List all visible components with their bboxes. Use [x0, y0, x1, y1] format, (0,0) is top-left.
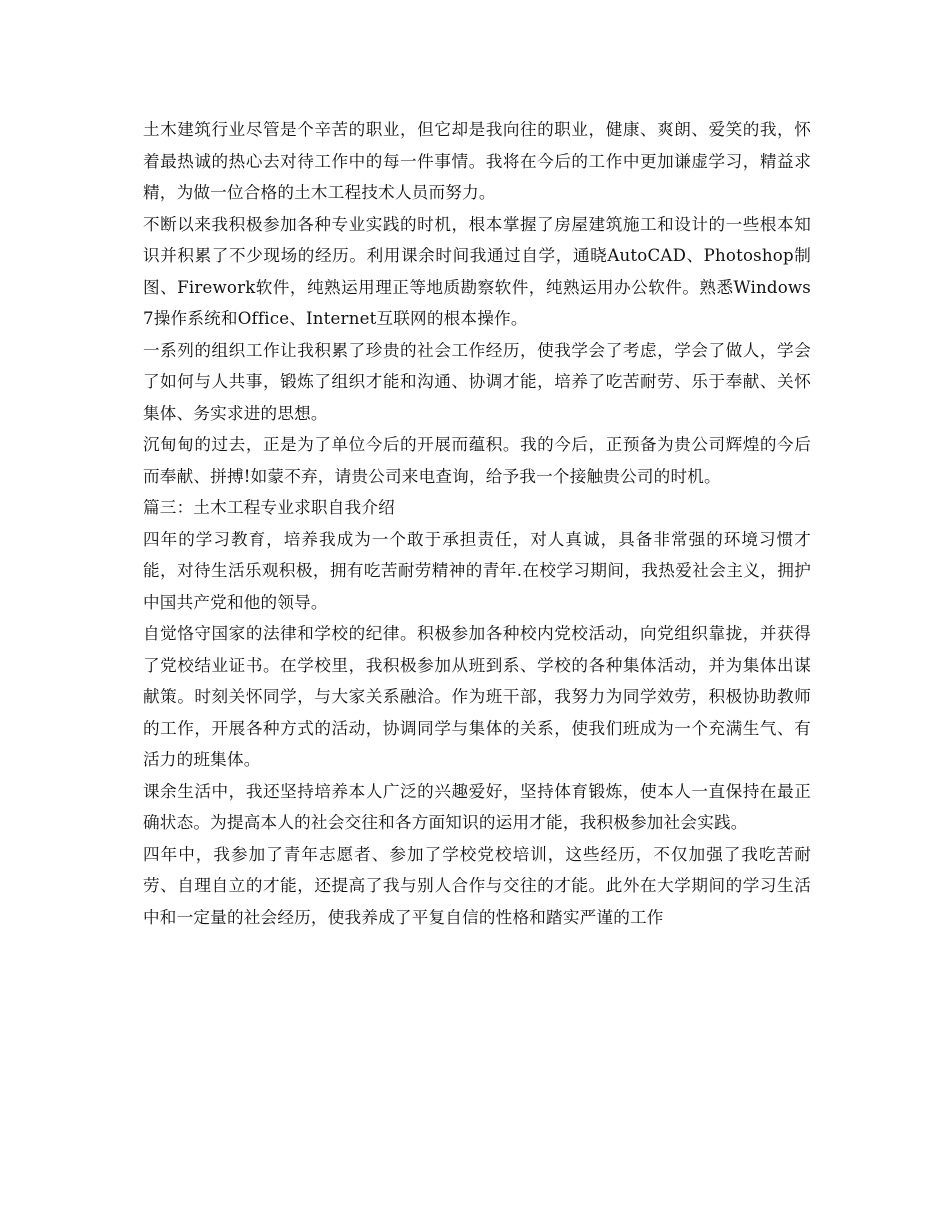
paragraph-volunteer-experience: 四年中，我参加了青年志愿者、参加了学校党校培训，这些经历，不仅加强了我吃苦耐劳、自理自立的才能，还提高了我与别人合作与交往的才能。此外在大学期间的学习生活中和一定量的社会经历，使我养成了平复自信的性格和踏实严谨的工作	[143, 844, 811, 927]
paragraph-education: 四年的学习教育，培养我成为一个敢于承担责任，对人真诚，具备非常强的环境习惯才能，对待生活乐观积极，拥有吃苦耐劳精神的青年.在校学习期间，我热爱社会主义，拥护中国共产党和他的领导。	[143, 529, 811, 612]
paragraph-professional-practice: 不断以来我积极参加各种专业实践的时机，根本掌握了房屋建筑施工和设计的一些根本知识并积累了不少现场的经历。利用课余时间我通过自学，通晓AutoCAD、Photoshop制图、Firework软件，纯熟运用理正等地质勘察软件，纯熟运用办公软件。熟悉Windows7操作系统和Office、Internet互联网的根本操作。	[143, 214, 811, 328]
paragraph-career-aspiration: 土木建筑行业尽管是个辛苦的职业，但它却是我向往的职业，健康、爽朗、爱笑的我，怀着最热诚的热心去对待工作中的每一件事情。我将在今后的工作中更加谦虚学习，精益求精，为做一位合格的土木工程技术人员而努力。	[143, 120, 811, 202]
document-body	[143, 114, 811, 933]
section-heading: 篇三：土木工程专业求职自我介绍	[143, 498, 395, 517]
paragraph-extracurricular: 课余生活中，我还坚持培养本人广泛的兴趣爱好，坚持体育锻炼，使本人一直保持在最正确状态。为提高本人的社会交往和各方面知识的运用才能，我积极参加社会实践。	[143, 781, 811, 832]
paragraph-discipline-activities: 自觉恪守国家的法律和学校的纪律。积极参加各种校内党校活动，向党组织靠拢，并获得了党校结业证书。在学校里，我积极参加从班到系、学校的各种集体活动，并为集体出谋献策。时刻关怀同学，与大家关系融洽。作为班干部，我努力为同学效劳，积极协助教师的工作，开展各种方式的活动，协调同学与集体的关系，使我们班成为一个充满生气、有活力的班集体。	[143, 624, 811, 769]
paragraph-closing-request: 沉甸甸的过去，正是为了单位今后的开展而蕴积。我的今后，正预备为贵公司辉煌的今后而奉献、拼搏!如蒙不弃，请贵公司来电查询，给予我一个接触贵公司的时机。	[143, 435, 811, 486]
paragraph-organizational-experience: 一系列的组织工作让我积累了珍贵的社会工作经历，使我学会了考虑，学会了做人，学会了如何与人共事，锻炼了组织才能和沟通、协调才能，培养了吃苦耐劳、乐于奉献、关怀集体、务实求进的思想。	[143, 340, 811, 423]
